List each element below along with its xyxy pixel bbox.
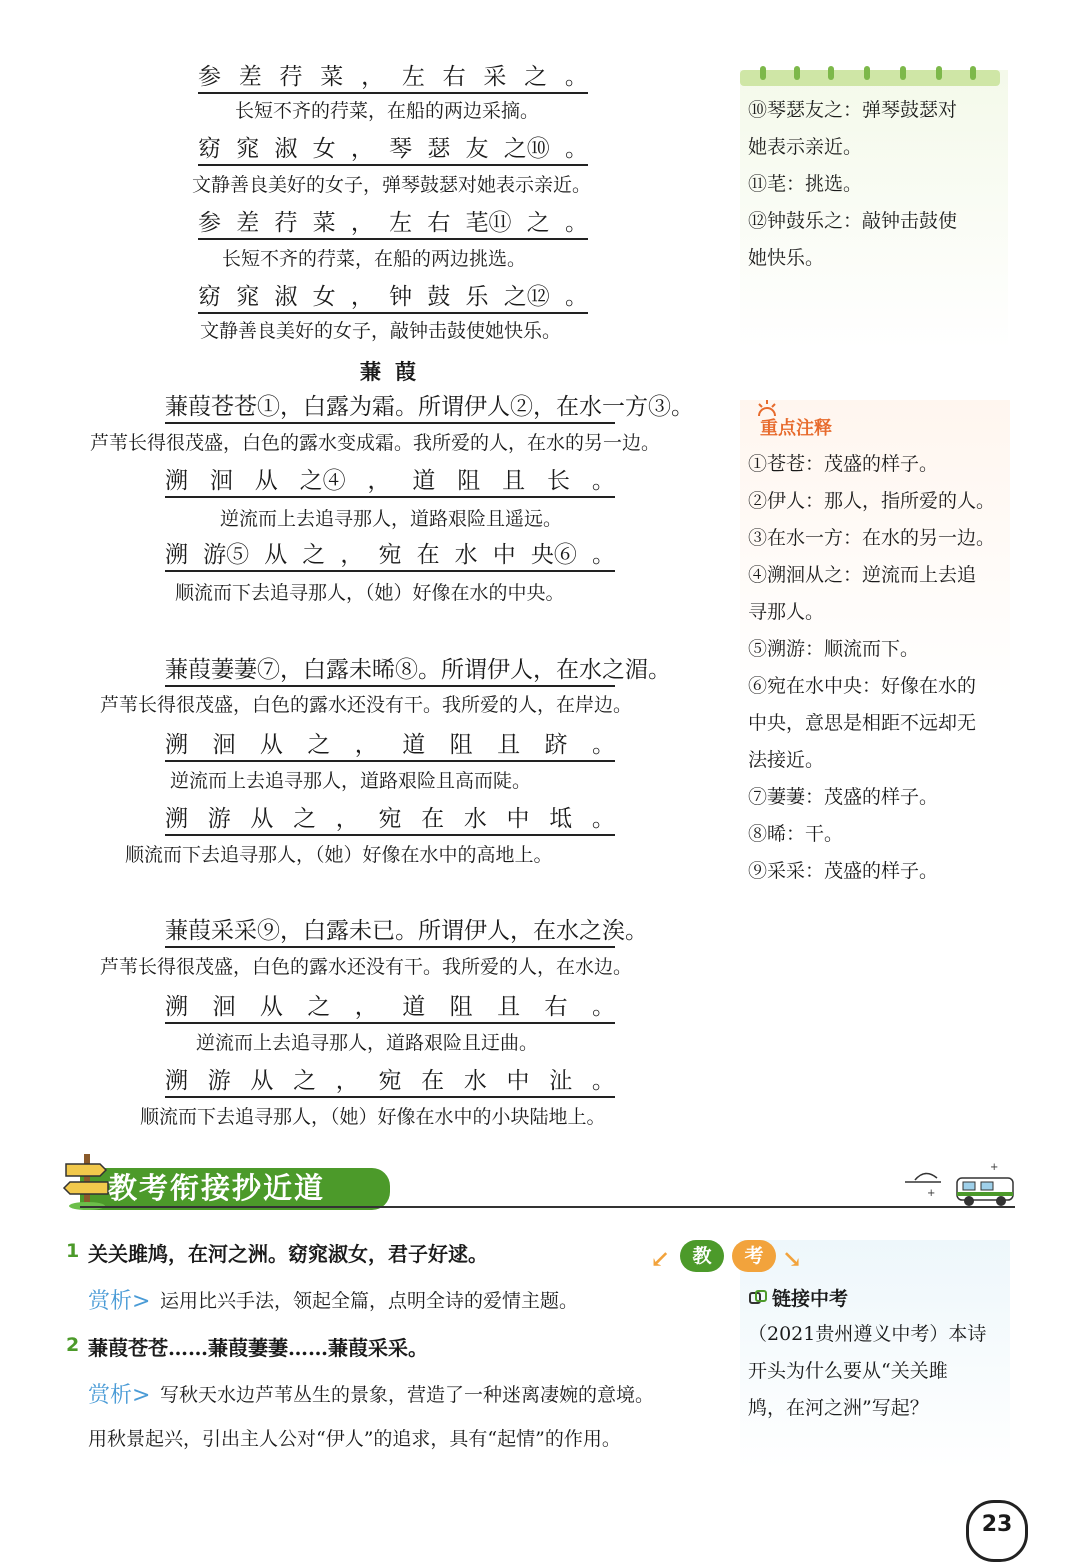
verse-char: 菜 xyxy=(320,64,344,90)
verse-char: 道 xyxy=(412,468,436,494)
verse-char: 从 xyxy=(250,806,274,832)
verse-char: 。 xyxy=(591,994,615,1020)
keynote-line: ①苍苍：茂盛的样子。 xyxy=(748,453,939,475)
verse-char: 溯 xyxy=(165,994,188,1020)
verse-char: 友 xyxy=(465,136,489,162)
translation-line: 逆流而上去追寻那人，道路艰险且遥远。 xyxy=(220,508,563,530)
ring-dot xyxy=(794,66,800,80)
verse-char: 溯 xyxy=(165,1068,188,1094)
keynote-line: ⑨采采：茂盛的样子。 xyxy=(748,860,939,882)
verse-char: 之 xyxy=(526,210,550,236)
verse-char: 阻 xyxy=(457,468,481,494)
verse-char: 女 xyxy=(312,284,336,310)
verse-char: 从 xyxy=(259,732,283,758)
verse-char: 且 xyxy=(502,468,526,494)
verse-char: 。 xyxy=(591,1068,615,1094)
verse-char: 瑟 xyxy=(427,136,451,162)
side-note-line: 她快乐。 xyxy=(748,247,825,269)
ring-dot xyxy=(936,66,942,80)
verse-line xyxy=(198,208,588,240)
verse-char: 从 xyxy=(259,994,283,1020)
translation-line: 逆流而上去追寻那人，道路艰险且高而陡。 xyxy=(170,770,532,792)
question-number-2: 2 xyxy=(66,1334,80,1356)
verse-char: 差 xyxy=(238,64,262,90)
verse-char: 窕 xyxy=(236,136,260,162)
verse-char: 溯 xyxy=(165,732,188,758)
question-number-1: 1 xyxy=(66,1240,80,1262)
verse-char: 宛 xyxy=(378,542,402,568)
verse-char: 坻 xyxy=(549,806,573,832)
verse-char: 阻 xyxy=(449,994,473,1020)
verse-char: 之④ xyxy=(299,468,346,494)
verse-char: 女 xyxy=(312,136,336,162)
verse-char: 窕 xyxy=(236,284,260,310)
verse-char: 游⑤ xyxy=(203,542,250,568)
verse-char: ， xyxy=(350,284,374,310)
verse-char: 中 xyxy=(506,806,530,832)
verse-char: 沚 xyxy=(549,1068,573,1094)
verse-char: ， xyxy=(367,468,391,494)
verse-line xyxy=(165,992,615,1024)
verse-char: 。 xyxy=(591,468,615,494)
wave-left-icon: ↙ xyxy=(650,1244,671,1273)
verse-char: 右 xyxy=(427,210,451,236)
verse-line: 蒹葭萋萋⑦，白露未晞⑧。所谓伊人，在水之湄。 xyxy=(165,655,615,687)
verse-char: 宛 xyxy=(378,1068,402,1094)
side-notes-bar xyxy=(740,70,1000,86)
translation-line: 文静善良美好的女子，弹琴鼓瑟对她表示亲近。 xyxy=(192,174,592,196)
verse-char: 。 xyxy=(564,136,588,162)
svg-text:+: + xyxy=(927,1188,936,1199)
verse-char: 右 xyxy=(544,994,568,1020)
ring-dot xyxy=(828,66,834,80)
verse-char: 从 xyxy=(250,1068,274,1094)
verse-char: 溯 xyxy=(165,468,188,494)
keynote-line: 寻那人。 xyxy=(748,601,825,623)
banner-title: 教考衔接抄近道 xyxy=(108,1171,326,1205)
verse-char: 参 xyxy=(198,64,221,90)
verse-char: 之 xyxy=(302,542,326,568)
verse-line xyxy=(165,1066,615,1098)
banner-underline xyxy=(80,1206,1015,1208)
verse-char: ， xyxy=(354,994,378,1020)
verse-char: 菜 xyxy=(312,210,336,236)
verse-char: 参 xyxy=(198,210,221,236)
badge-kao: 考 xyxy=(732,1240,776,1272)
verse-char: 之⑩ xyxy=(503,136,550,162)
verse-char: 窈 xyxy=(198,136,221,162)
verse-char: 中 xyxy=(492,542,516,568)
verse-char: 且 xyxy=(497,732,521,758)
side-note-line: ⑫钟鼓乐之：敲钟击鼓使 xyxy=(748,210,958,232)
badge-jiao: 教 xyxy=(680,1240,724,1272)
verse-char: 阻 xyxy=(449,732,473,758)
verse-char: 道 xyxy=(402,732,426,758)
verse-char: ， xyxy=(350,210,374,236)
verse-char: ， xyxy=(335,806,359,832)
verse-char: 跻 xyxy=(544,732,568,758)
translation-line: 长短不齐的荇菜，在船的两边挑选。 xyxy=(222,248,527,270)
keynote-line: ⑧晞：干。 xyxy=(748,823,844,845)
verse-char: 采 xyxy=(483,64,507,90)
keynote-line: ②伊人：那人，指所爱的人。 xyxy=(748,490,996,512)
verse-char: ， xyxy=(340,542,364,568)
verse-char: 之 xyxy=(307,994,331,1020)
verse-char: 溯 xyxy=(165,806,188,832)
verse-line xyxy=(165,730,615,762)
verse-char: 荇 xyxy=(274,210,298,236)
verse-char: 溯 xyxy=(165,542,188,568)
verse-char: 之 xyxy=(307,732,331,758)
verse-char: 。 xyxy=(564,64,588,90)
verse-char: 之⑫ xyxy=(503,284,550,310)
keynotes-title: 重点注释 xyxy=(760,418,832,439)
exam-question-line: 鸠，在河之洲”写起？ xyxy=(748,1397,929,1419)
keynote-line: 中央，意思是相距不远却无 xyxy=(748,712,977,734)
page-number: 23 xyxy=(966,1500,1028,1562)
verse-line xyxy=(198,62,588,94)
verse-char: 之 xyxy=(524,64,548,90)
verse-char: 左 xyxy=(389,210,413,236)
verse-char: 水 xyxy=(463,1068,487,1094)
keynote-line: ③在水一方：在水的另一边。 xyxy=(748,527,996,549)
verse-line: 蒹葭采采⑨，白露未已。所谓伊人，在水之涘。 xyxy=(165,916,615,948)
verse-line xyxy=(198,134,588,166)
verse-line xyxy=(165,540,615,572)
verse-char: 。 xyxy=(591,732,615,758)
translation-line: 芦苇长得很茂盛，白色的露水还没有干。我所爱的人，在水边。 xyxy=(100,956,633,978)
verse-char: 长 xyxy=(547,468,570,494)
verse-char: 乐 xyxy=(465,284,489,310)
exam-link-title: 链接中考 xyxy=(772,1288,849,1310)
verse-char: 淑 xyxy=(274,284,298,310)
analysis-text-1: 运用比兴手法，领起全篇，点明全诗的爱情主题。 xyxy=(160,1290,579,1312)
verse-char: 。 xyxy=(564,210,588,236)
verse-char: 芼⑪ xyxy=(465,210,512,236)
link-icon xyxy=(748,1288,768,1312)
analysis-label-2: 赏析> xyxy=(88,1383,151,1408)
verse-char: ， xyxy=(361,64,385,90)
verse-char: 在 xyxy=(416,542,440,568)
verse-char: ， xyxy=(354,732,378,758)
verse-char: 中 xyxy=(506,1068,530,1094)
translation-line: 顺流而下去追寻那人，（她）好像在水的中央。 xyxy=(175,582,565,604)
verse-char: 从 xyxy=(254,468,278,494)
verse-char: 。 xyxy=(591,806,615,832)
verse-char: 右 xyxy=(442,64,466,90)
verse-char: 左 xyxy=(401,64,425,90)
verse-char: 道 xyxy=(402,994,426,1020)
translation-line: 顺流而下去追寻那人，（她）好像在水中的小块陆地上。 xyxy=(140,1106,606,1128)
verse-char: 水 xyxy=(463,806,487,832)
analysis-label-1: 赏析> xyxy=(88,1289,151,1314)
verse-char: 鼓 xyxy=(427,284,451,310)
verse-char: 游 xyxy=(207,1068,231,1094)
verse-char: 之 xyxy=(293,1068,317,1094)
verse-char: 差 xyxy=(236,210,260,236)
verse-line xyxy=(165,804,615,836)
question-text-2: 蒹葭苍苍……蒹葭萋萋……蒹葭采采。 xyxy=(88,1336,428,1360)
translation-line: 芦苇长得很茂盛，白色的露水变成霜。我所爱的人，在水的另一边。 xyxy=(90,432,661,454)
verse-char: 洄 xyxy=(212,994,236,1020)
translation-line: 文静善良美好的女子，敲钟击鼓使她快乐。 xyxy=(200,320,562,342)
verse-char: ， xyxy=(350,136,374,162)
verse-char: ， xyxy=(335,1068,359,1094)
ring-dot xyxy=(864,66,870,80)
exam-question-line: 开头为什么要从“关关雎 xyxy=(748,1360,948,1382)
verse-char: 荇 xyxy=(279,64,303,90)
translation-line: 芦苇长得很茂盛，白色的露水还没有干。我所爱的人，在岸边。 xyxy=(100,694,633,716)
translation-line: 顺流而下去追寻那人，（她）好像在水中的高地上。 xyxy=(125,844,553,866)
verse-line xyxy=(198,282,588,314)
side-note-line: ⑪芼：挑选。 xyxy=(748,173,863,195)
verse-char: 从 xyxy=(264,542,288,568)
verse-char: 淑 xyxy=(274,136,298,162)
verse-char: 央⑥ xyxy=(530,542,577,568)
keynote-line: 法接近。 xyxy=(748,749,825,771)
verse-char: 在 xyxy=(421,1068,445,1094)
ring-dot xyxy=(760,66,766,80)
side-note-line: ⑩琴瑟友之：弹琴鼓瑟对 xyxy=(748,99,958,121)
ring-dot xyxy=(970,66,976,80)
verse-char: 。 xyxy=(564,284,588,310)
verse-char: 游 xyxy=(207,806,231,832)
keynote-line: ⑤溯游：顺流而下。 xyxy=(748,638,920,660)
analysis-text-2b: 用秋景起兴，引出主人公对“伊人”的追求，具有“起情”的作用。 xyxy=(88,1428,621,1450)
translation-line: 逆流而上去追寻那人，道路艰险且迂曲。 xyxy=(196,1032,539,1054)
verse-char: 在 xyxy=(421,806,445,832)
verse-char: 之 xyxy=(293,806,317,832)
verse-char: 且 xyxy=(497,994,521,1020)
question-text-1: 关关雎鸠，在河之洲。窈窕淑女，君子好逑。 xyxy=(88,1242,488,1266)
verse-char: 。 xyxy=(591,542,615,568)
section-title-jianjia: 蒹葭 xyxy=(360,359,430,384)
keynote-line: ⑦萋萋：茂盛的样子。 xyxy=(748,786,939,808)
ring-dot xyxy=(900,66,906,80)
camper-van-icon xyxy=(905,1160,1020,1212)
verse-char: 宛 xyxy=(378,806,402,832)
side-note-line: 她表示亲近。 xyxy=(748,136,863,158)
svg-text:+: + xyxy=(990,1162,999,1173)
verse-char: 窈 xyxy=(198,284,221,310)
translation-line: 长短不齐的荇菜，在船的两边采摘。 xyxy=(235,100,540,122)
verse-line: 蒹葭苍苍①，白露为霜。所谓伊人②，在水一方③。 xyxy=(165,392,615,424)
exam-question-line: （2021贵州遵义中考）本诗 xyxy=(748,1323,987,1345)
keynote-line: ⑥宛在水中央：好像在水的 xyxy=(748,675,977,697)
verse-line xyxy=(165,466,615,498)
verse-char: 钟 xyxy=(389,284,413,310)
wave-right-icon: ↘ xyxy=(782,1244,803,1273)
verse-char: 琴 xyxy=(389,136,413,162)
analysis-text-2: 写秋天水边芦苇丛生的景象，营造了一种迷离凄婉的意境。 xyxy=(160,1384,655,1406)
verse-char: 洄 xyxy=(209,468,233,494)
verse-char: 水 xyxy=(454,542,478,568)
keynote-line: ④溯洄从之：逆流而上去追 xyxy=(748,564,977,586)
verse-char: 洄 xyxy=(212,732,236,758)
